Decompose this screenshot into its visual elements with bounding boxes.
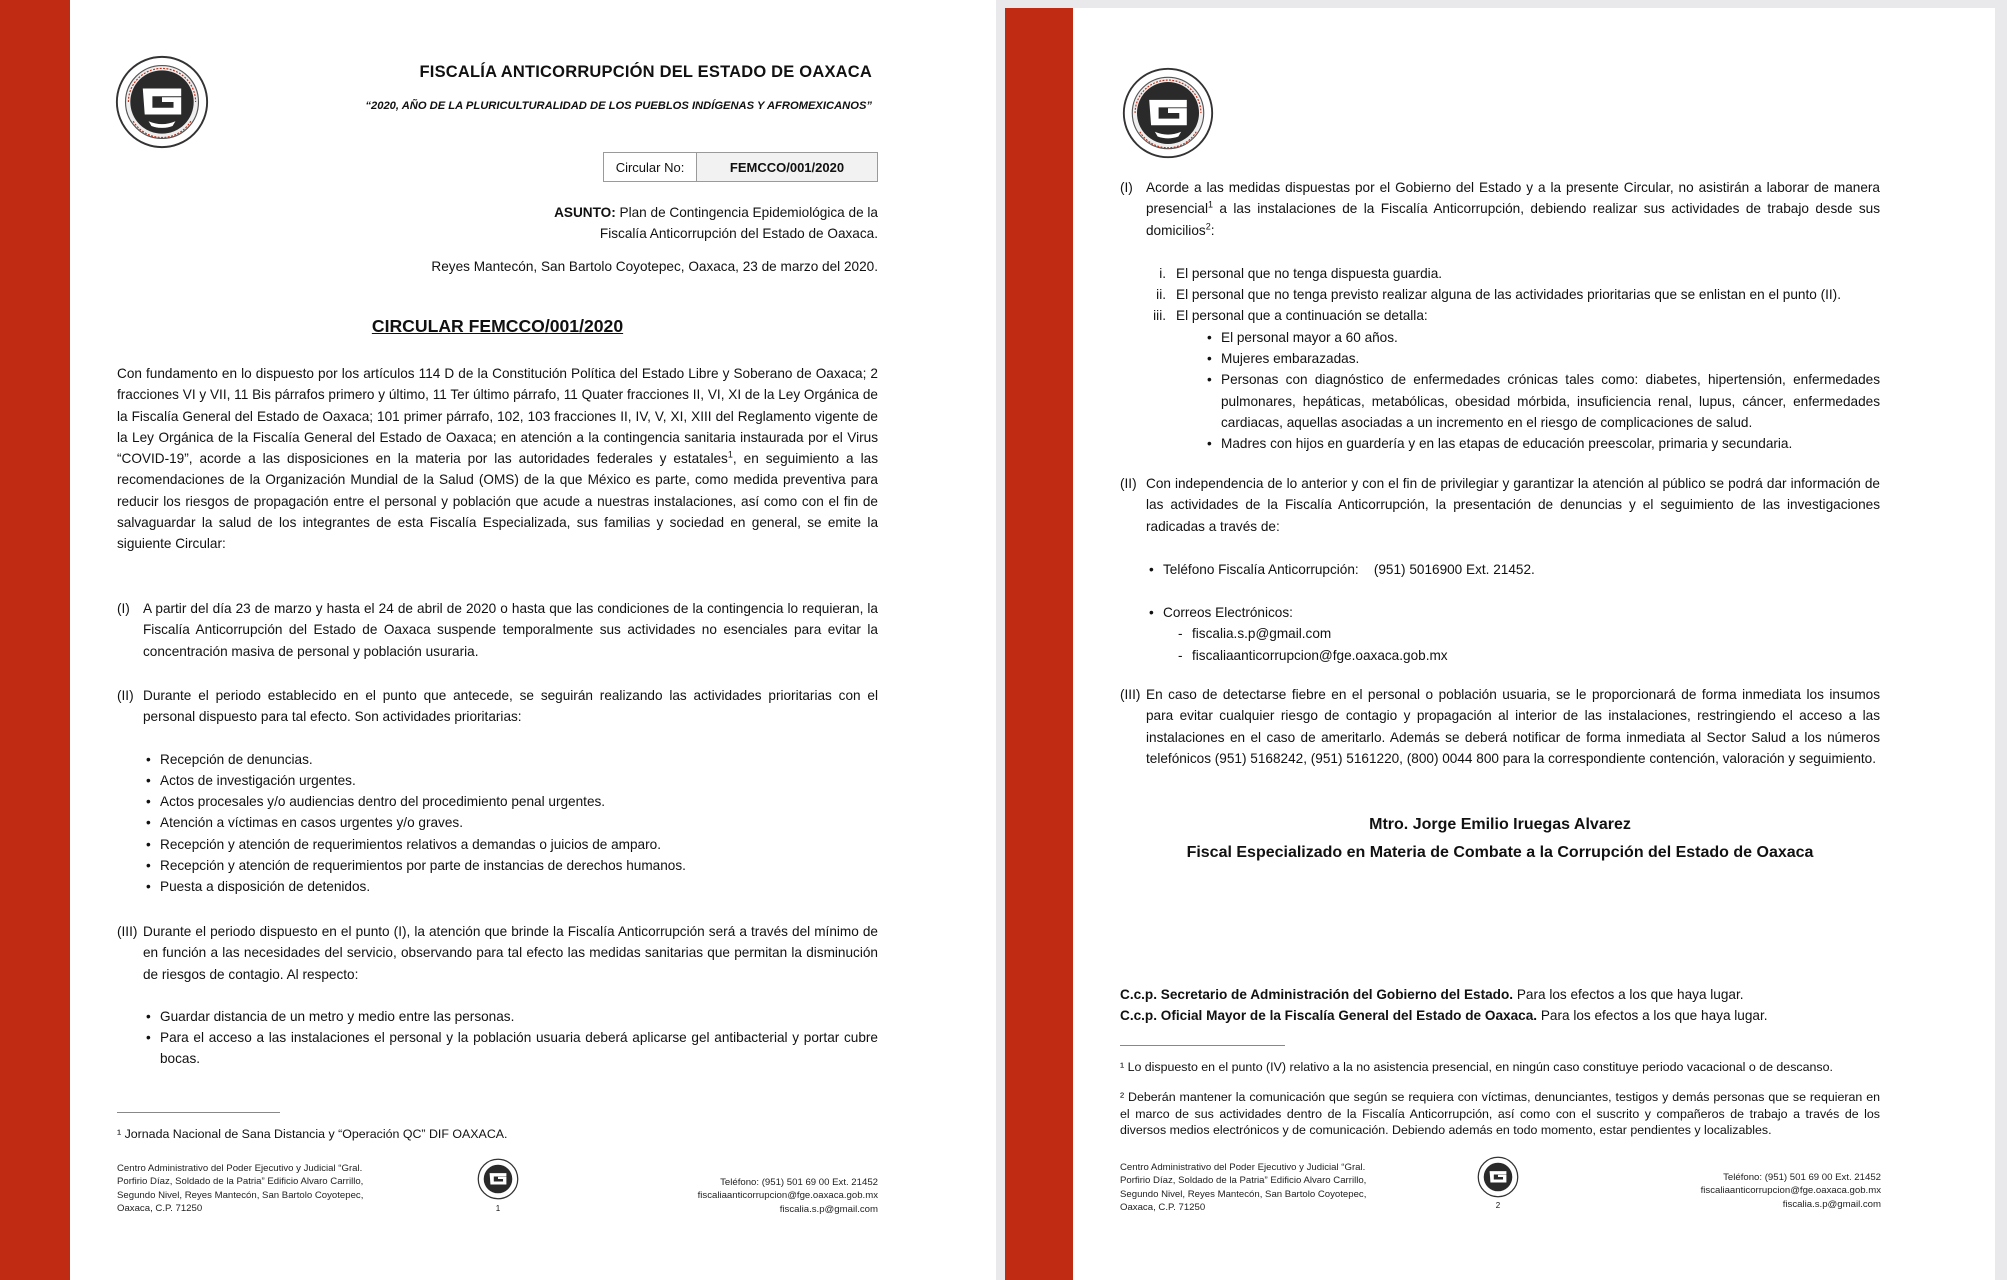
footer-address: Centro Administrativo del Poder Ejecutivo y Judicial “Gral. Porfirio Díaz, Soldado de la Patria” Edificio Alvaro Carrillo, Segundo Nivel, Reyes Mantecón, San Bartolo Coyotepec, Oaxaca, C.P. 71250 [117,1163,364,1215]
email-list [1146,602,1880,623]
section-number: (I) [1120,180,1133,195]
signer-name: Mtro. Jorge Emilio Iruegas Alvarez [1369,816,1631,833]
section-item-3 [117,921,878,1070]
sanitary-measures-list [143,1006,878,1070]
email-link[interactable]: - fiscalia.s.p@gmail.com [1175,623,1880,644]
circular-label: Circular No: [604,153,697,181]
personnel-list [1148,263,1880,327]
footer-contact: Teléfono: (951) 501 69 00 Ext. 21452 fiscaliaanticorrupcion@fge.oaxaca.gob.mx fiscalia.s.p@gmail.com [697,1177,878,1215]
contact-list [1146,559,1880,580]
fiscalia-seal-icon [1121,66,1215,160]
red-margin-bar [1005,8,1073,1280]
section-number: (I) [117,601,130,616]
list-item: • Madres con hijos en guardería y en las etapas de educación preescolar, primaria y secundaria. [1204,433,1880,454]
section-item-2 [1120,473,1880,666]
list-item: • El personal mayor a 60 años. [1204,327,1880,348]
page-number: 2 [1495,1201,1501,1210]
section-text: Con independencia de lo anterior y con el fin de privilegiar y garantizar la atención al público se podrá dar información de las actividades de la Fiscalía Anticorrupción, la presentación de denuncias y el seguimiento de las investigaciones radicadas a través de: [1146,476,1880,534]
phone-item: • Teléfono Fiscalía Anticorrupción: (951) 5016900 Ext. 21452. [1146,559,1880,580]
fiscalia-seal-icon [114,54,210,150]
section-item-1 [117,598,878,662]
footnote-2: ² Deberán mantener la comunicación que según se requiera con víctimas, denunciantes, testigos y demás personas que se requieran en el marco de sus actividades dentro de la Fiscalía Anticorrupción, así como con el suscrito y compañeros de trabajo a través de los diversos medios electrónicos y de comunicación. Debiendo además en todo momento, estar pendientes y localizables. [1120,1090,1880,1137]
red-margin-bar [0,0,70,1280]
section-text: Durante el periodo dispuesto en el punto (I), la atención que brinde la Fiscalía Anticorrupción será a través del mínimo de en función a las necesidades del servicio, observando para tal efecto las medidas sanitarias que permitan la disminución de riesgos de contagio. Al respecto: [143,924,878,982]
subject-block [554,202,878,245]
list-item: • Mujeres embarazadas. [1204,348,1880,369]
list-item: • Atención a víctimas en casos urgentes y/o graves. [143,812,878,833]
footer-contact: Teléfono: (951) 501 69 00 Ext. 21452 fiscaliaanticorrupcion@fge.oaxaca.gob.mx fiscalia.s.p@gmail.com [1700,1172,1881,1210]
intro-footnote-ref: 1 [727,449,733,460]
list-item: • Para el acceso a las instalaciones el personal y la población usuaria deberá aplicarse gel antibacterial y portar cubre bocas. [143,1027,878,1070]
footnote-separator [117,1112,280,1113]
section-text: Acorde a las medidas dispuestas por el Gobierno del Estado y a la presente Circular, no asistirán a laborar de manera presencial$^1$ a las instalaciones de la Fiscalía Anticorrupción, debiendo realizar sus actividades de trabajo desde sus domicilios$^2$: [1146,180,1880,238]
ccp-line: C.c.p. Secretario de Administración del Gobierno del Estado. Para los efectos a los que haya lugar. [1120,987,1744,1002]
intro-paragraph [117,363,878,555]
section-number: (II) [117,688,134,703]
list-item: • Recepción y atención de requerimientos relativos a demandas o juicios de amparo. [143,834,878,855]
document-page-1 [0,0,996,1280]
list-item: • Personas con diagnóstico de enfermedades crónicas tales como: diabetes, hipertensión, enfermedades pulmonares, hepáticas, metabólicas, obesidad mórbida, insuficiencia renal, lupus, cáncer, enfermedades cardiacas, aquellas asociadas a un incremento en el riesgo de complicaciones de salud. [1204,369,1880,433]
section-item-2 [117,685,878,898]
intro-text-b: , en seguimiento a las recomendaciones de la Organización Mundial de la Salud (OMS) de la que México es parte, como medida preventiva para reducir los riesgos de propagación entre el personal y población que acude a nuestras instalaciones, así como con el fin de salvaguardar la salud de los integrantes de esta Fiscalía Especializada, sus familias y sociedad en general, se emite la siguiente Circular: [117,451,878,552]
circular-number-box [603,152,878,182]
list-item: • Guardar distancia de un metro y medio entre las personas. [143,1006,878,1027]
footnote-ref-1: 1 [1207,199,1213,210]
section-text: Durante el periodo establecido en el punto que antecede, se seguirán realizando las actividades prioritarias con el personal dispuesto para tal efecto. Son actividades prioritarias: [143,688,878,725]
signature-block [1120,811,1880,867]
list-item: • Puesta a disposición de detenidos. [143,876,878,897]
email-addresses [1175,623,1880,666]
list-item: iii. El personal que a continuación se detalla: [1153,308,1428,324]
footnote-1: ¹ Jornada Nacional de Sana Distancia y “Operación QC” DIF OAXACA. [117,1127,508,1141]
vulnerable-groups-list [1204,327,1880,455]
footnote-ref-2: 2 [1205,221,1211,232]
list-item: ii. El personal que no tenga previsto realizar alguna de las actividades prioritarias que se enlistan en el punto (II). [1156,287,1841,303]
priority-activities-list [143,749,878,898]
footer-seal-icon [1477,1156,1519,1198]
subject-label: ASUNTO: [554,205,616,220]
list-item: i. El personal que no tenga dispuesta guardia. [1159,265,1443,281]
ccp-line: C.c.p. Oficial Mayor de la Fiscalía General del Estado de Oaxaca. Para los efectos a los que haya lugar. [1120,1008,1768,1024]
place-date: Reyes Mantecón, San Bartolo Coyotepec, Oaxaca, 23 de marzo del 2020. [431,259,878,274]
main-title: CIRCULAR FEMCCO/001/2020 [371,316,624,336]
footer-seal-icon [477,1158,519,1200]
section-number: (II) [1120,476,1137,491]
email-link[interactable]: - fiscaliaanticorrupcion@fge.oaxaca.gob.mx [1175,645,1880,666]
header-title: FISCALÍA ANTICORRUPCIÓN DEL ESTADO DE OAXACA [419,63,872,81]
section-item-1 [1120,177,1880,455]
section-text: En caso de detectarse fiebre en el personal o población usuaria, se le proporcionará de forma inmediata los insumos para evitar cualquier riesgo de contagio y propagación al interior de las instalaciones, restringiendo el acceso a las instalaciones en el caso de ameritarlo. Además se deberá notificar de forma inmediata al Sector Salud a los números telefónicos (951) 5168242, (951) 5161220, (800) 0044 800 para la correspondiente contención, valoración y seguimiento. [1146,687,1880,766]
section-number: (III) [117,924,138,939]
subject-line-1: Plan de Contingencia Epidemiológica de la [619,205,878,220]
page-number: 1 [495,1204,501,1213]
section-number: (III) [1120,687,1141,702]
footer-address: Centro Administrativo del Poder Ejecutivo y Judicial “Gral. Porfirio Díaz, Soldado de la Patria” Edificio Alvaro Carrillo, Segundo Nivel, Reyes Mantecón, San Bartolo Coyotepec, Oaxaca, C.P. 71250 [1120,1162,1367,1214]
ccp-block [1120,984,1768,1027]
footnote-separator [1120,1045,1285,1046]
section-text: A partir del día 23 de marzo y hasta el 24 de abril de 2020 o hasta que las condiciones de la contingencia lo requieran, la Fiscalía Anticorrupción del Estado de Oaxaca suspende temporalmente sus actividades no esenciales para evitar la concentración masiva de personal y población usuraria. [143,601,878,659]
circular-value: FEMCCO/001/2020 [697,153,877,181]
list-item: • Recepción y atención de requerimientos por parte de instancias de derechos humanos. [143,855,878,876]
email-label-item: • Correos Electrónicos: [1146,602,1880,623]
list-item: • Recepción de denuncias. [143,749,878,770]
section-item-3 [1120,684,1880,769]
list-item: • Actos procesales y/o audiencias dentro del procedimiento penal urgentes. [143,791,878,812]
intro-text-a: Con fundamento en lo dispuesto por los artículos 114 D de la Constitución Política del Estado Libre y Soberano de Oaxaca; 2 fracciones VI y VII, 11 Bis párrafos primero y último, 11 Ter último párrafo, 11 Quater fracciones II, VI, XI de la Ley Orgánica de la Fiscalía General del Estado de Oaxaca; 101 primer párrafo, 102, 103 fracciones II, IV, V, XI, XIII del Reglamento vigente de la Ley Orgánica de la Fiscalía General del Estado de Oaxaca; en atención a la contingencia sanitaria instaurada por el Virus “COVID-19”, acorde a las disposiciones en la materia por las autoridades federales y estatales [117,366,878,467]
footnote-1: ¹ Lo dispuesto en el punto (IV) relativo a la no asistencia presencial, en ningún caso constituye periodo vacacional o de descanso. [1120,1060,1833,1074]
signer-title: Fiscal Especializado en Materia de Combate a la Corrupción del Estado de Oaxaca [1186,844,1814,861]
list-item: • Actos de investigación urgentes. [143,770,878,791]
document-page-2 [1005,8,1995,1280]
subject-line-2: Fiscalía Anticorrupción del Estado de Oaxaca. [599,226,878,242]
header-motto: “2020, AÑO DE LA PLURICULTURALIDAD DE LOS PUEBLOS INDÍGENAS Y AFROMEXICANOS” [365,100,872,112]
